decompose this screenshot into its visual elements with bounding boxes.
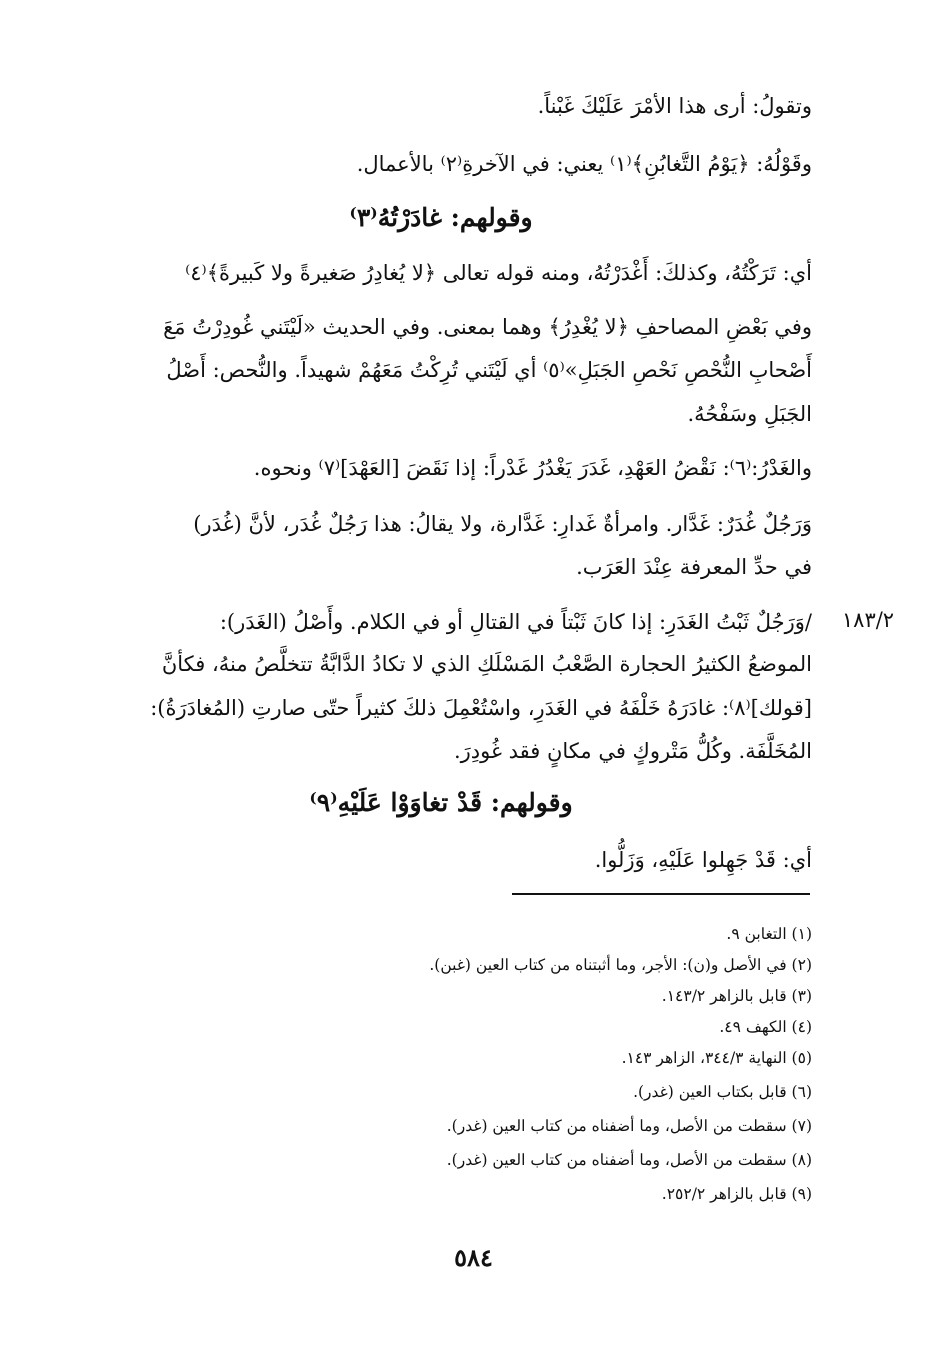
text-line: أَصْحابِ النُّحْصِ نَحْصِ الجَبَلِ»⁽٥⁾ أي لَيْتَني تُرِكْتُ مَعَهُمْ شهيداً. والنُّحص: أَصْلُ <box>166 358 812 382</box>
footnote: (٥) النهاية ٣٤٤/٣، الزاهر ١٤٣. <box>621 1049 812 1067</box>
text-line: /وَرَجُلٌ ثَبْتُ الغَدَرِ: إذا كانَ ثَبْتاً في القتالِ أو في الكلام. وأَصْلُ (الغَدَر): <box>219 610 812 634</box>
text-line: أي: تَرَكْتُهُ، وكذلكَ: أَغْدَرْتُهُ، ومنه قوله تعالى ﴿لا يُغادِرُ صَغيرةً ولا كَبيرةً﴾⁽٤⁾ <box>185 261 812 285</box>
footnote: (٣) قابل بالزاهر ١٤٣/٢. <box>661 987 812 1005</box>
text-line: وفي بَعْضِ المصاحفِ ﴿لا يُغْدِرُ﴾ وهما بمعنى. وفي الحديث «لَيْتَني غُودِرْتُ مَعَ <box>163 315 812 339</box>
margin-reference: ١٨٣/٢ <box>841 608 895 632</box>
section-heading: وقولهم: غادَرْتُهُ⁽٣⁾ <box>349 203 533 232</box>
text-line: [قولك]⁽٨⁾: غادَرَهُ خَلْفَهُ في الغَدَرِ، واسْتُعْمِلَ ذلكَ كثيراً حتّى صارتِ (المُغادَرَةُ): <box>150 696 812 720</box>
footnote: (١) التغابن ٩. <box>726 925 812 943</box>
footnote: (٦) قابل بكتاب العين (غدر). <box>633 1083 812 1101</box>
text-line: في حدِّ المعرفة عِنْدَ العَرَب. <box>576 555 812 579</box>
text-line: وتقولُ: أرى هذا الأمْرَ عَلَيْكَ غَبْناً. <box>537 94 812 118</box>
text-line: وَرَجُلٌ غُدَرٌ: غَدَّار. وامرأةٌ غَدارِ: غَدَّارة، ولا يقالُ: هذا رَجُلٌ غُدَر، لأنَّ (غُدَر) <box>193 512 812 536</box>
page-number: ٥٨٤ <box>454 1243 493 1272</box>
footnote: (٢) في الأصل و(ن): الأجر، وما أثبتناه من كتاب العين (غبن). <box>429 956 812 974</box>
text-line: الموضعُ الكثيرُ الحجارة الصَّعْبُ المَسْلَكِ الذي لا تكادُ الدَّابَّةُ تتخلَّصُ منهُ، فكأنَّ <box>161 652 812 676</box>
text-line: وقَوْلُهُ: ﴿يَوْمُ التَّغابُنِ﴾⁽١⁾ يعني: في الآخرةِ⁽٢⁾ بالأعمال. <box>356 152 812 176</box>
text-line: أي: قَدْ جَهِلوا عَلَيْهِ، وَزَلُّوا. <box>594 848 812 872</box>
footnote: (٤) الكهف ٤٩. <box>719 1018 812 1036</box>
footnote: (٧) سقطت من الأصل، وما أضفناه من كتاب العين (غدر). <box>446 1117 812 1135</box>
footnote: (٩) قابل بالزاهر ٢٥٢/٢. <box>661 1185 812 1203</box>
section-heading: وقولهم: قَدْ تغاوَوْا عَلَيْهِ⁽٩⁾ <box>309 788 573 817</box>
text-line: الجَبَلِ وسَفْحُهُ. <box>687 402 812 426</box>
footnote: (٨) سقطت من الأصل، وما أضفناه من كتاب العين (غدر). <box>446 1151 812 1169</box>
text-line: والغَدْرُ:⁽٦⁾: نَقْضُ العَهْدِ، غَدَرَ يَغْدُرُ غَدْراً: إذا نَقَضَ [العَهْدَ]⁽٧⁾ ونحوه. <box>253 456 812 480</box>
text-line: المُخَلَّفَة. وكُلُّ مَتْروكٍ في مكانٍ فقد غُودِرَ. <box>453 739 812 763</box>
footnote-divider <box>512 893 810 895</box>
